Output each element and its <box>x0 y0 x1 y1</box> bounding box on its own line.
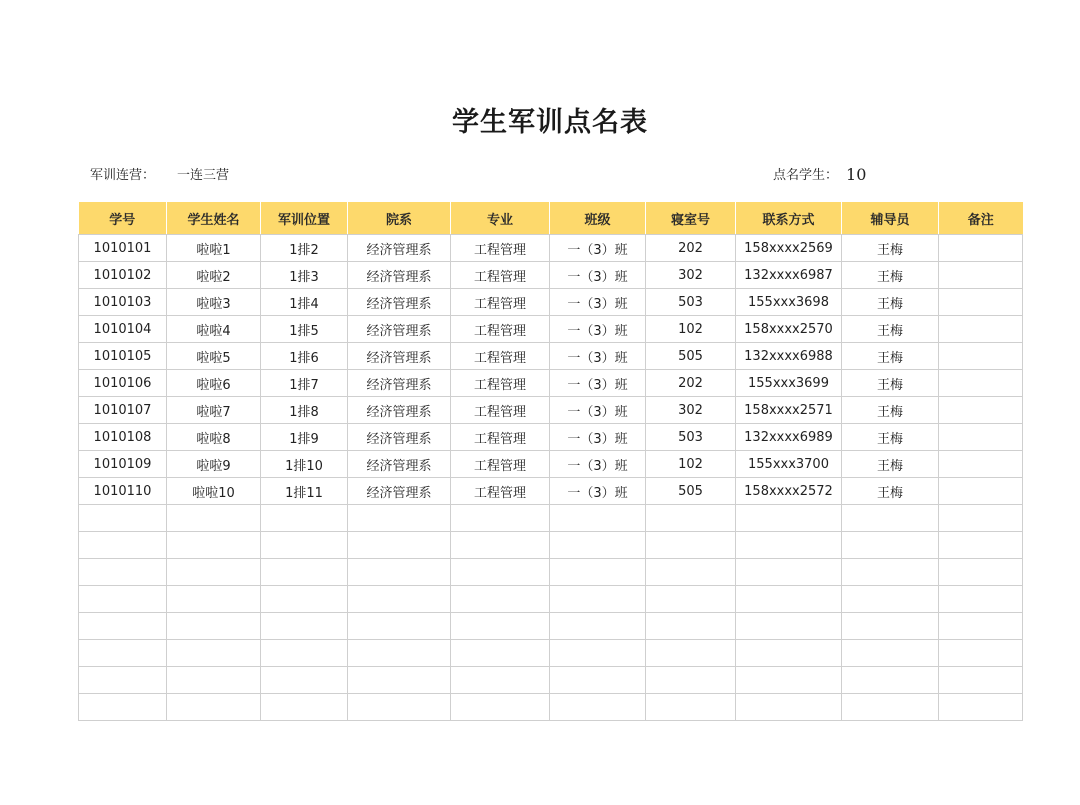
column-header: 班级 <box>550 202 646 235</box>
table-cell <box>167 613 261 640</box>
table-cell <box>550 586 646 613</box>
table-cell: 工程管理 <box>451 424 550 451</box>
column-header: 寝室号 <box>646 202 736 235</box>
table-cell: 132xxxx6987 <box>736 262 842 289</box>
table-cell <box>167 532 261 559</box>
table-cell: 1排10 <box>261 451 348 478</box>
table-cell: 102 <box>646 316 736 343</box>
table-cell: 王梅 <box>842 397 939 424</box>
table-body <box>79 235 1023 721</box>
table-cell <box>939 397 1023 424</box>
table-cell: 158xxxx2569 <box>736 235 842 262</box>
table-cell <box>261 640 348 667</box>
table-cell <box>939 424 1023 451</box>
table-cell <box>348 613 451 640</box>
table-cell: 经济管理系 <box>348 262 451 289</box>
table-cell: 1010104 <box>79 316 167 343</box>
table-cell <box>736 532 842 559</box>
table-cell <box>550 505 646 532</box>
table-cell <box>842 694 939 721</box>
table-cell <box>939 316 1023 343</box>
column-header: 院系 <box>348 202 451 235</box>
table-row <box>79 478 1023 505</box>
table-cell: 155xxx3698 <box>736 289 842 316</box>
table-cell: 1排9 <box>261 424 348 451</box>
table-cell: 王梅 <box>842 370 939 397</box>
table-cell: 102 <box>646 451 736 478</box>
table-cell <box>550 532 646 559</box>
table-cell: 1010102 <box>79 262 167 289</box>
table-row <box>79 316 1023 343</box>
table-cell <box>451 640 550 667</box>
table-row <box>79 424 1023 451</box>
table-cell: 工程管理 <box>451 262 550 289</box>
table-cell: 经济管理系 <box>348 235 451 262</box>
table-cell <box>939 694 1023 721</box>
student-count-label: 点名学生： <box>773 168 839 183</box>
table-cell <box>646 613 736 640</box>
table-cell: 工程管理 <box>451 370 550 397</box>
table-row <box>79 370 1023 397</box>
table-cell: 158xxxx2572 <box>736 478 842 505</box>
table-cell: 一（3）班 <box>550 289 646 316</box>
table-cell: 1排5 <box>261 316 348 343</box>
table-cell: 经济管理系 <box>348 424 451 451</box>
table-cell <box>167 640 261 667</box>
table-cell <box>348 640 451 667</box>
table-cell <box>550 694 646 721</box>
table-cell: 王梅 <box>842 343 939 370</box>
table-cell <box>348 505 451 532</box>
page-title: 学生军训点名表 <box>452 107 648 138</box>
table-cell: 工程管理 <box>451 397 550 424</box>
table-cell: 1排3 <box>261 262 348 289</box>
table-cell <box>261 694 348 721</box>
table-cell <box>261 532 348 559</box>
table-cell <box>348 667 451 694</box>
table-cell: 工程管理 <box>451 289 550 316</box>
table-cell <box>842 613 939 640</box>
table-cell: 一（3）班 <box>550 370 646 397</box>
table-row <box>79 505 1023 532</box>
table-cell: 503 <box>646 424 736 451</box>
table-cell <box>646 505 736 532</box>
table-cell <box>79 694 167 721</box>
table-cell <box>939 505 1023 532</box>
table-cell: 158xxxx2571 <box>736 397 842 424</box>
table-cell: 啦啦5 <box>167 343 261 370</box>
table-cell <box>646 559 736 586</box>
table-cell <box>550 667 646 694</box>
table-cell <box>550 613 646 640</box>
table-cell: 经济管理系 <box>348 451 451 478</box>
table-cell: 一（3）班 <box>550 316 646 343</box>
table-cell <box>167 505 261 532</box>
table-cell <box>842 532 939 559</box>
student-count-value: 10 <box>846 165 867 184</box>
table-row <box>79 559 1023 586</box>
table-cell <box>736 613 842 640</box>
table-cell <box>939 640 1023 667</box>
table-cell <box>79 613 167 640</box>
table-cell <box>646 586 736 613</box>
column-header: 专业 <box>451 202 550 235</box>
table-row <box>79 343 1023 370</box>
table-cell: 505 <box>646 478 736 505</box>
table-row <box>79 640 1023 667</box>
table-cell <box>646 532 736 559</box>
column-header: 辅导员 <box>842 202 939 235</box>
table-cell <box>348 532 451 559</box>
table-cell <box>550 559 646 586</box>
table-cell <box>736 505 842 532</box>
table-cell: 1排8 <box>261 397 348 424</box>
table-cell <box>842 667 939 694</box>
table-cell <box>842 559 939 586</box>
table-cell: 经济管理系 <box>348 478 451 505</box>
table-cell: 1010108 <box>79 424 167 451</box>
table-cell: 工程管理 <box>451 451 550 478</box>
table-cell <box>939 451 1023 478</box>
table-cell: 1排11 <box>261 478 348 505</box>
table-cell: 1排2 <box>261 235 348 262</box>
table-cell <box>167 667 261 694</box>
table-cell <box>842 505 939 532</box>
table-cell: 1010106 <box>79 370 167 397</box>
table-cell: 302 <box>646 397 736 424</box>
table-cell: 155xxx3700 <box>736 451 842 478</box>
table-cell: 一（3）班 <box>550 424 646 451</box>
table-cell <box>939 478 1023 505</box>
table-cell <box>79 640 167 667</box>
table-cell: 工程管理 <box>451 235 550 262</box>
table-cell: 王梅 <box>842 289 939 316</box>
table-cell <box>451 559 550 586</box>
table-cell <box>646 694 736 721</box>
column-header: 学号 <box>79 202 167 235</box>
table-cell <box>939 289 1023 316</box>
table-row <box>79 586 1023 613</box>
table-cell <box>451 694 550 721</box>
table-cell: 王梅 <box>842 451 939 478</box>
student-count-info <box>773 164 866 183</box>
table-cell: 一（3）班 <box>550 343 646 370</box>
table-cell <box>939 559 1023 586</box>
table-cell <box>167 559 261 586</box>
table-cell: 1010110 <box>79 478 167 505</box>
table-cell <box>736 586 842 613</box>
table-row <box>79 667 1023 694</box>
table-cell <box>79 559 167 586</box>
table-row <box>79 532 1023 559</box>
table-cell: 经济管理系 <box>348 343 451 370</box>
table-cell: 工程管理 <box>451 316 550 343</box>
column-header: 军训位置 <box>261 202 348 235</box>
table-cell: 155xxx3699 <box>736 370 842 397</box>
table-cell: 1排7 <box>261 370 348 397</box>
table-header-row <box>79 202 1023 235</box>
table-cell: 啦啦6 <box>167 370 261 397</box>
table-cell <box>167 586 261 613</box>
table-cell <box>261 586 348 613</box>
table-cell <box>939 532 1023 559</box>
table-cell: 啦啦8 <box>167 424 261 451</box>
table-cell: 302 <box>646 262 736 289</box>
table-cell <box>736 694 842 721</box>
table-cell <box>261 667 348 694</box>
table-row <box>79 613 1023 640</box>
table-cell <box>79 532 167 559</box>
table-cell: 工程管理 <box>451 343 550 370</box>
table-cell <box>79 667 167 694</box>
table-cell <box>261 613 348 640</box>
table-cell <box>736 667 842 694</box>
table-cell: 一（3）班 <box>550 397 646 424</box>
table-cell: 158xxxx2570 <box>736 316 842 343</box>
table-cell: 王梅 <box>842 478 939 505</box>
table-cell <box>451 613 550 640</box>
company-info <box>90 164 229 183</box>
table-cell: 202 <box>646 235 736 262</box>
table-cell: 505 <box>646 343 736 370</box>
table-cell: 啦啦2 <box>167 262 261 289</box>
table-row <box>79 235 1023 262</box>
table-cell: 王梅 <box>842 424 939 451</box>
table-cell <box>451 532 550 559</box>
table-cell <box>79 586 167 613</box>
column-header: 联系方式 <box>736 202 842 235</box>
table-cell: 1排6 <box>261 343 348 370</box>
table-cell <box>451 586 550 613</box>
table-cell: 啦啦3 <box>167 289 261 316</box>
table-cell <box>736 640 842 667</box>
table-cell <box>842 586 939 613</box>
table-row <box>79 289 1023 316</box>
table-row <box>79 451 1023 478</box>
table-cell <box>646 667 736 694</box>
table-cell: 啦啦4 <box>167 316 261 343</box>
table-row <box>79 397 1023 424</box>
table-cell: 啦啦10 <box>167 478 261 505</box>
table-cell: 1010103 <box>79 289 167 316</box>
table-cell: 经济管理系 <box>348 370 451 397</box>
table-cell: 一（3）班 <box>550 235 646 262</box>
table-cell: 啦啦9 <box>167 451 261 478</box>
table-cell: 一（3）班 <box>550 451 646 478</box>
table-cell: 503 <box>646 289 736 316</box>
column-header: 备注 <box>939 202 1023 235</box>
table-cell: 啦啦7 <box>167 397 261 424</box>
table-row <box>79 694 1023 721</box>
table-cell <box>167 694 261 721</box>
table-cell: 132xxxx6988 <box>736 343 842 370</box>
table-cell <box>842 640 939 667</box>
table-cell: 1010107 <box>79 397 167 424</box>
table-cell: 王梅 <box>842 262 939 289</box>
table-cell <box>939 613 1023 640</box>
table-cell: 一（3）班 <box>550 478 646 505</box>
column-header: 学生姓名 <box>167 202 261 235</box>
table-cell <box>939 586 1023 613</box>
table-cell: 1排4 <box>261 289 348 316</box>
table-cell <box>348 694 451 721</box>
table-cell <box>939 262 1023 289</box>
table-cell <box>348 586 451 613</box>
table-cell <box>451 505 550 532</box>
table-cell <box>939 343 1023 370</box>
company-label: 军训连营： <box>90 168 156 183</box>
table-cell: 1010109 <box>79 451 167 478</box>
table-cell: 1010105 <box>79 343 167 370</box>
table-cell: 经济管理系 <box>348 397 451 424</box>
table-cell: 经济管理系 <box>348 289 451 316</box>
table-row <box>79 262 1023 289</box>
roll-call-table <box>78 202 1023 721</box>
table-cell <box>261 559 348 586</box>
table-cell <box>939 235 1023 262</box>
table-cell <box>939 370 1023 397</box>
table-cell: 202 <box>646 370 736 397</box>
table-cell: 一（3）班 <box>550 262 646 289</box>
table-cell <box>550 640 646 667</box>
table-cell: 132xxxx6989 <box>736 424 842 451</box>
table-cell <box>939 667 1023 694</box>
table-cell: 王梅 <box>842 235 939 262</box>
table-cell <box>261 505 348 532</box>
table-cell: 1010101 <box>79 235 167 262</box>
table-cell: 经济管理系 <box>348 316 451 343</box>
table-cell <box>79 505 167 532</box>
table-cell <box>348 559 451 586</box>
table-cell: 王梅 <box>842 316 939 343</box>
table-cell: 啦啦1 <box>167 235 261 262</box>
table-cell: 工程管理 <box>451 478 550 505</box>
company-value: 一连三营 <box>177 168 230 183</box>
table-cell <box>451 667 550 694</box>
table-cell <box>646 640 736 667</box>
table-cell <box>736 559 842 586</box>
